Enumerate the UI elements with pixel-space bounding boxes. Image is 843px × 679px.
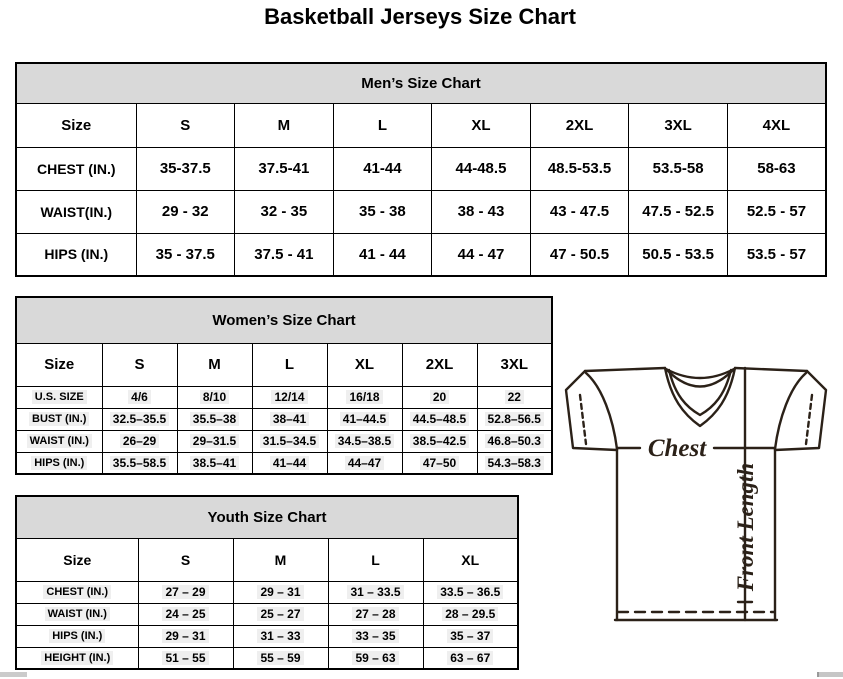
cell-text: 38–41 xyxy=(270,412,309,426)
column-header-cell: 3XL xyxy=(477,343,552,386)
row-label-cell xyxy=(16,386,102,408)
column-header-cell: XL xyxy=(423,538,518,581)
table-title: Women’s Size Chart xyxy=(16,297,552,343)
cell-text: 51 – 55 xyxy=(162,651,208,665)
cell-text: 34.5–38.5 xyxy=(335,434,394,448)
jersey-right-armhole-seam xyxy=(775,373,806,449)
cell-text: 41–44 xyxy=(270,456,309,470)
value-cell xyxy=(328,581,423,603)
column-header-cell: S xyxy=(102,343,177,386)
table-row xyxy=(16,603,518,625)
column-header-cell: XL xyxy=(327,343,402,386)
cell-text: 29 – 31 xyxy=(257,585,303,599)
row-label-cell xyxy=(16,452,102,474)
size-header-row xyxy=(16,103,826,147)
value-cell xyxy=(138,625,233,647)
value-cell: 47.5 - 52.5 xyxy=(629,190,728,233)
womens-size-table xyxy=(15,296,553,475)
row-label-cell: WAIST(IN.) xyxy=(16,190,136,233)
cell-text: CHEST (IN.) xyxy=(43,585,111,599)
table-row xyxy=(16,625,518,647)
cell-text: 32.5–35.5 xyxy=(110,412,169,426)
column-header-cell: S xyxy=(138,538,233,581)
value-cell xyxy=(138,647,233,669)
size-header-cell: Size xyxy=(16,538,138,581)
value-cell: 37.5-41 xyxy=(235,147,334,190)
column-header-cell: XL xyxy=(432,103,531,147)
column-header-cell: 3XL xyxy=(629,103,728,147)
cell-text: 44–47 xyxy=(345,456,384,470)
value-cell xyxy=(402,430,477,452)
row-label-cell xyxy=(16,603,138,625)
table-row xyxy=(16,147,826,190)
cell-text: BUST (IN.) xyxy=(29,412,89,426)
size-header-cell: Size xyxy=(16,103,136,147)
table-row xyxy=(16,386,552,408)
chest-label: Chest xyxy=(647,435,707,462)
value-cell: 35 - 37.5 xyxy=(136,233,235,276)
value-cell: 58-63 xyxy=(727,147,826,190)
jersey-measurement-diagram xyxy=(550,350,843,640)
value-cell xyxy=(252,452,327,474)
column-header-cell: 4XL xyxy=(727,103,826,147)
cell-text: 20 xyxy=(430,390,449,404)
cell-text: HEIGHT (IN.) xyxy=(41,651,113,665)
value-cell xyxy=(102,386,177,408)
jersey-collar-inner-v xyxy=(669,370,731,415)
value-cell xyxy=(423,603,518,625)
column-header-cell: M xyxy=(233,538,328,581)
value-cell xyxy=(102,408,177,430)
value-cell: 35-37.5 xyxy=(136,147,235,190)
value-cell xyxy=(177,408,252,430)
column-header-cell: L xyxy=(333,103,432,147)
value-cell xyxy=(328,647,423,669)
cell-text: 59 – 63 xyxy=(352,651,398,665)
cell-text: 38.5–42.5 xyxy=(410,434,469,448)
value-cell xyxy=(138,603,233,625)
table-row xyxy=(16,233,826,276)
value-cell xyxy=(252,430,327,452)
value-cell xyxy=(402,408,477,430)
row-label-cell: HIPS (IN.) xyxy=(16,233,136,276)
cell-text: 41–44.5 xyxy=(340,412,389,426)
value-cell: 38 - 43 xyxy=(432,190,531,233)
table-row xyxy=(16,647,518,669)
value-cell xyxy=(477,452,552,474)
cell-text: 31 – 33 xyxy=(257,629,303,643)
row-label-cell xyxy=(16,647,138,669)
value-cell xyxy=(327,430,402,452)
value-cell xyxy=(233,581,328,603)
value-cell xyxy=(477,430,552,452)
table-title-row xyxy=(16,297,552,343)
row-label-cell xyxy=(16,625,138,647)
cell-text: 47–50 xyxy=(420,456,459,470)
value-cell xyxy=(327,452,402,474)
value-cell: 29 - 32 xyxy=(136,190,235,233)
value-cell xyxy=(327,408,402,430)
value-cell: 52.5 - 57 xyxy=(727,190,826,233)
column-header-cell: L xyxy=(252,343,327,386)
cell-text: 46.8–50.3 xyxy=(485,434,544,448)
cell-text: 26–29 xyxy=(120,434,159,448)
cell-text: HIPS (IN.) xyxy=(49,629,105,643)
table-row xyxy=(16,190,826,233)
youth-size-table xyxy=(15,495,519,670)
cell-text: 16/18 xyxy=(346,390,382,404)
cell-text: 35 – 37 xyxy=(447,629,493,643)
size-header-row xyxy=(16,343,552,386)
value-cell: 35 - 38 xyxy=(333,190,432,233)
value-cell xyxy=(177,430,252,452)
cell-text: 27 – 29 xyxy=(162,585,208,599)
table-row xyxy=(16,581,518,603)
row-label-cell: CHEST (IN.) xyxy=(16,147,136,190)
value-cell xyxy=(477,408,552,430)
scrollbar-fragment-right[interactable] xyxy=(817,672,843,677)
cell-text: 29–31.5 xyxy=(190,434,239,448)
jersey-left-shoulder-line xyxy=(585,368,665,371)
column-header-cell: 2XL xyxy=(402,343,477,386)
value-cell xyxy=(102,430,177,452)
value-cell: 32 - 35 xyxy=(235,190,334,233)
row-label-cell xyxy=(16,581,138,603)
value-cell xyxy=(477,386,552,408)
table-row xyxy=(16,452,552,474)
cell-text: 35.5–58.5 xyxy=(110,456,169,470)
cell-text: 33 – 35 xyxy=(352,629,398,643)
scrollbar-fragment-left[interactable] xyxy=(0,672,27,677)
cell-text: 52.8–56.5 xyxy=(485,412,544,426)
cell-text: 28 – 29.5 xyxy=(442,607,498,621)
front-length-label: Front Length xyxy=(733,462,758,592)
value-cell xyxy=(328,625,423,647)
value-cell xyxy=(233,647,328,669)
table-title: Youth Size Chart xyxy=(16,496,518,538)
value-cell xyxy=(402,386,477,408)
cell-text: 22 xyxy=(505,390,524,404)
cell-text: 35.5–38 xyxy=(190,412,239,426)
cell-text: 25 – 27 xyxy=(257,607,303,621)
value-cell: 44-48.5 xyxy=(432,147,531,190)
value-cell xyxy=(252,408,327,430)
size-header-row xyxy=(16,538,518,581)
value-cell: 53.5 - 57 xyxy=(727,233,826,276)
column-header-cell: L xyxy=(328,538,423,581)
value-cell xyxy=(177,452,252,474)
page-title: Basketball Jerseys Size Chart xyxy=(264,4,576,29)
cell-text: 31.5–34.5 xyxy=(260,434,319,448)
table-title-row xyxy=(16,496,518,538)
value-cell xyxy=(233,603,328,625)
jersey-right-cuff-stitch-dashed xyxy=(806,395,812,444)
mens-size-table xyxy=(15,62,827,277)
value-cell xyxy=(328,603,423,625)
column-header-cell: M xyxy=(177,343,252,386)
value-cell: 37.5 - 41 xyxy=(235,233,334,276)
cell-text: 54.3–58.3 xyxy=(485,456,544,470)
cell-text: WAIST (IN.) xyxy=(27,434,92,448)
value-cell: 43 - 47.5 xyxy=(530,190,629,233)
value-cell xyxy=(423,581,518,603)
value-cell: 41 - 44 xyxy=(333,233,432,276)
table-title-row xyxy=(16,63,826,103)
value-cell xyxy=(423,647,518,669)
cell-text: 8/10 xyxy=(200,390,229,404)
value-cell xyxy=(402,452,477,474)
size-header-cell: Size xyxy=(16,343,102,386)
value-cell: 47 - 50.5 xyxy=(530,233,629,276)
table-row xyxy=(16,408,552,430)
column-header-cell: S xyxy=(136,103,235,147)
value-cell: 41-44 xyxy=(333,147,432,190)
cell-text: 55 – 59 xyxy=(257,651,303,665)
value-cell xyxy=(252,386,327,408)
cell-text: 44.5–48.5 xyxy=(410,412,469,426)
column-header-cell: 2XL xyxy=(530,103,629,147)
value-cell xyxy=(138,581,233,603)
value-cell xyxy=(177,386,252,408)
column-header-cell: M xyxy=(235,103,334,147)
table-row xyxy=(16,430,552,452)
value-cell: 48.5-53.5 xyxy=(530,147,629,190)
value-cell: 50.5 - 53.5 xyxy=(629,233,728,276)
value-cell xyxy=(102,452,177,474)
cell-text: 38.5–41 xyxy=(190,456,239,470)
cell-text: 4/6 xyxy=(128,390,151,404)
table-title: Men’s Size Chart xyxy=(16,63,826,103)
cell-text: 63 – 67 xyxy=(447,651,493,665)
cell-text: 31 – 33.5 xyxy=(347,585,403,599)
cell-text: 33.5 – 36.5 xyxy=(437,585,503,599)
value-cell xyxy=(233,625,328,647)
row-label-cell xyxy=(16,430,102,452)
row-label-cell xyxy=(16,408,102,430)
cell-text: WAIST (IN.) xyxy=(45,607,110,621)
cell-text: 29 – 31 xyxy=(162,629,208,643)
cell-text: 27 – 28 xyxy=(352,607,398,621)
jersey-left-armhole-seam xyxy=(586,373,617,449)
cell-text: 12/14 xyxy=(271,390,307,404)
value-cell xyxy=(327,386,402,408)
cell-text: 24 – 25 xyxy=(162,607,208,621)
value-cell: 53.5-58 xyxy=(629,147,728,190)
jersey-left-cuff-stitch-dashed xyxy=(580,395,586,444)
value-cell: 44 - 47 xyxy=(432,233,531,276)
value-cell xyxy=(423,625,518,647)
cell-text: U.S. SIZE xyxy=(32,390,87,404)
cell-text: HIPS (IN.) xyxy=(31,456,87,470)
